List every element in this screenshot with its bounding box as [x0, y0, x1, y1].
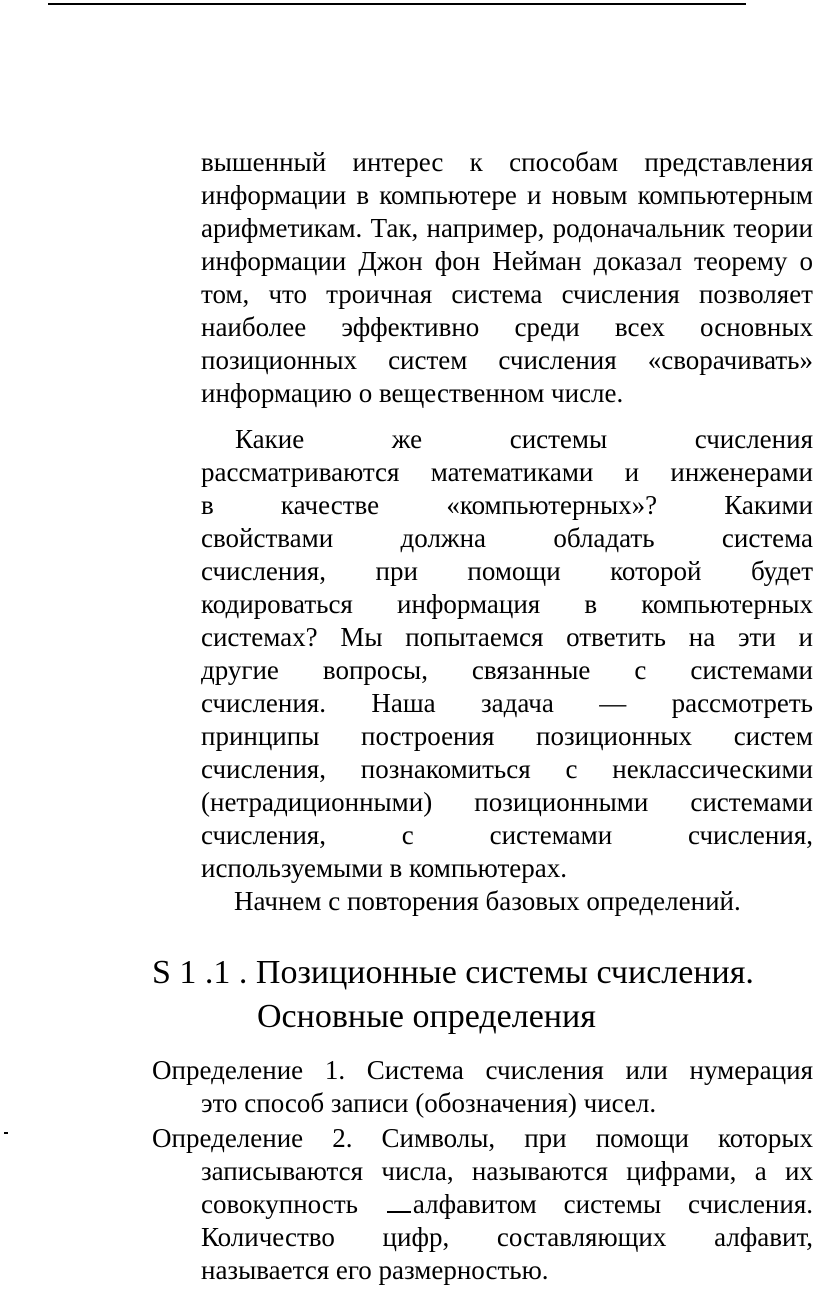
definition-line: это способ записи (обозначения) чисел.	[201, 1088, 657, 1118]
text-line: свойствами должна обладать система	[201, 523, 813, 553]
definition-line: записываются числа, называются цифрами, а их	[201, 1156, 813, 1186]
paragraph-2	[201, 423, 813, 885]
top-rule	[48, 3, 746, 5]
text-line: другие вопросы, связанные с системами	[201, 655, 813, 685]
margin-mark	[4, 1132, 8, 1134]
text-line: информацию о вещественном числе.	[201, 378, 624, 408]
definition-line: Количество цифр, составляющих алфавит,	[201, 1222, 813, 1252]
text-line: используемыми в компьютерах.	[201, 853, 567, 883]
text-line: (нетрадиционными) позиционными системами	[201, 787, 813, 817]
paragraph-1	[201, 146, 813, 410]
text-line: рассматриваются математиками и инженерами	[201, 457, 813, 487]
definition-text: алфавитом системы счисления.	[412, 1189, 813, 1219]
dash-mark	[387, 1211, 411, 1213]
text-line: счисления, при помощи которой будет	[201, 556, 813, 586]
text-line: вышенный интерес к способам представления	[201, 147, 813, 177]
definition-line: Определение 2. Символы, при помощи которых	[152, 1123, 813, 1153]
text-line: информации Джон фон Нейман доказал теорему о	[201, 246, 813, 276]
text-line: счисления, с системами счисления,	[201, 820, 813, 850]
definition-1	[152, 1054, 813, 1120]
text-line: наиболее эффективно среди всех основных	[201, 312, 813, 342]
text-line: информации в компьютере и новым компьютерным	[201, 180, 813, 210]
text-line: позиционных систем счисления «сворачивать»	[201, 345, 813, 375]
section-heading: S 1 .1 . Позиционные системы счисления.	[152, 954, 754, 991]
definition-word: совокупность	[201, 1189, 358, 1219]
definition-line	[201, 1188, 813, 1221]
text-line: счисления. Наша задача — рассмотреть	[201, 688, 813, 718]
text-line: арифметикам. Так, например, родоначальник теории	[201, 213, 813, 243]
text-line: системах? Мы попытаемся ответить на эти и	[201, 622, 813, 652]
section-subheading: Основные определения	[257, 998, 596, 1035]
definition-line: называется его размерностью.	[201, 1255, 549, 1285]
definition-line: Определение 1. Система счисления или нумерация	[152, 1055, 813, 1085]
text-line: том, что троичная система счисления позволяет	[201, 279, 813, 309]
paragraph-3: Начнем с повторения базовых определений.	[234, 886, 741, 916]
text-line: принципы построения позиционных систем	[201, 721, 813, 751]
definition-2	[152, 1122, 813, 1287]
text-line: кодироваться информация в компьютерных	[201, 589, 813, 619]
text-line: Какие же системы счисления	[235, 424, 813, 454]
text-line: в качестве «компьютерных»? Какими	[201, 490, 813, 520]
text-line: счисления, познакомиться с неклассическими	[201, 754, 813, 784]
